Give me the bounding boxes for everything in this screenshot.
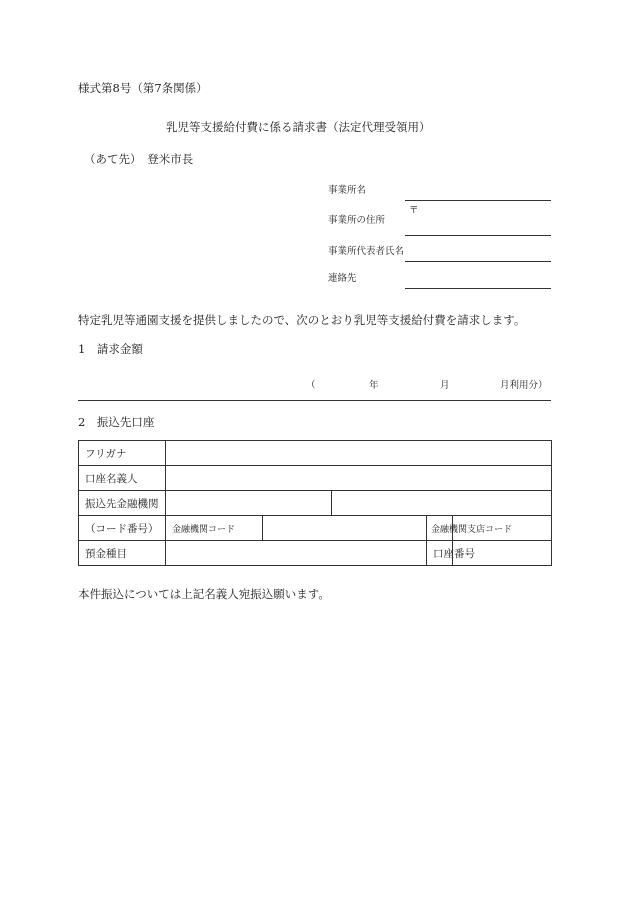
code-label: （コード番号） [79,516,166,541]
table-row [79,466,552,491]
bank-name-field[interactable] [166,491,332,516]
period-open: （ [306,380,316,391]
furigana-label: フリガナ [79,441,166,466]
section1-heading: 1 請求金額 [78,342,143,356]
request-statement: 特定乳児等通園支援を提供しましたので、次のとおり乳児等支援給付費を請求します。 [78,313,526,327]
bank-code-field[interactable] [263,516,427,541]
office-name-label: 事業所名 [328,185,367,196]
month-usage-label: 月利用分） [500,380,548,391]
bank-code-label: 金融機関コード [166,516,263,541]
table-row [79,441,552,466]
contact-field[interactable] [405,288,551,289]
deposit-type-label: 預金種目 [79,541,166,566]
bank-account-table [78,440,552,566]
furigana-field[interactable] [166,441,552,466]
branch-code-label-text: 金融機関支店コード [431,524,513,535]
branch-name-field[interactable] [332,491,552,516]
page-title: 乳児等支援給付費に係る請求書（法定代理受領用） [166,120,431,134]
representative-field[interactable] [405,261,551,262]
addressee: （あて先） 登米市長 [84,152,194,166]
office-address-field[interactable] [405,235,551,236]
table-row [79,541,552,566]
representative-label: 事業所代表者氏名 [328,246,405,257]
year-label: 年 [369,380,379,391]
amount-field[interactable] [78,400,551,401]
form-number: 様式第8号（第7条関係） [78,81,208,95]
section2-heading: 2 振込先口座 [78,415,155,429]
postal-mark: 〒 [409,205,419,216]
account-holder-label: 口座名義人 [79,466,166,491]
closing-statement: 本件振込については上記名義人宛振込願います。 [78,587,330,601]
contact-label: 連絡先 [328,273,357,284]
branch-code-label [427,516,513,541]
account-holder-field[interactable] [166,466,552,491]
deposit-type-field[interactable] [166,541,427,566]
office-address-label: 事業所の住所 [328,215,386,226]
table-row [79,491,552,516]
table-row [79,516,552,541]
month-label: 月 [440,380,450,391]
office-name-field[interactable] [405,200,551,201]
account-number-label: 口座番号 [427,541,453,566]
bank-label: 振込先金融機関 [79,491,166,516]
